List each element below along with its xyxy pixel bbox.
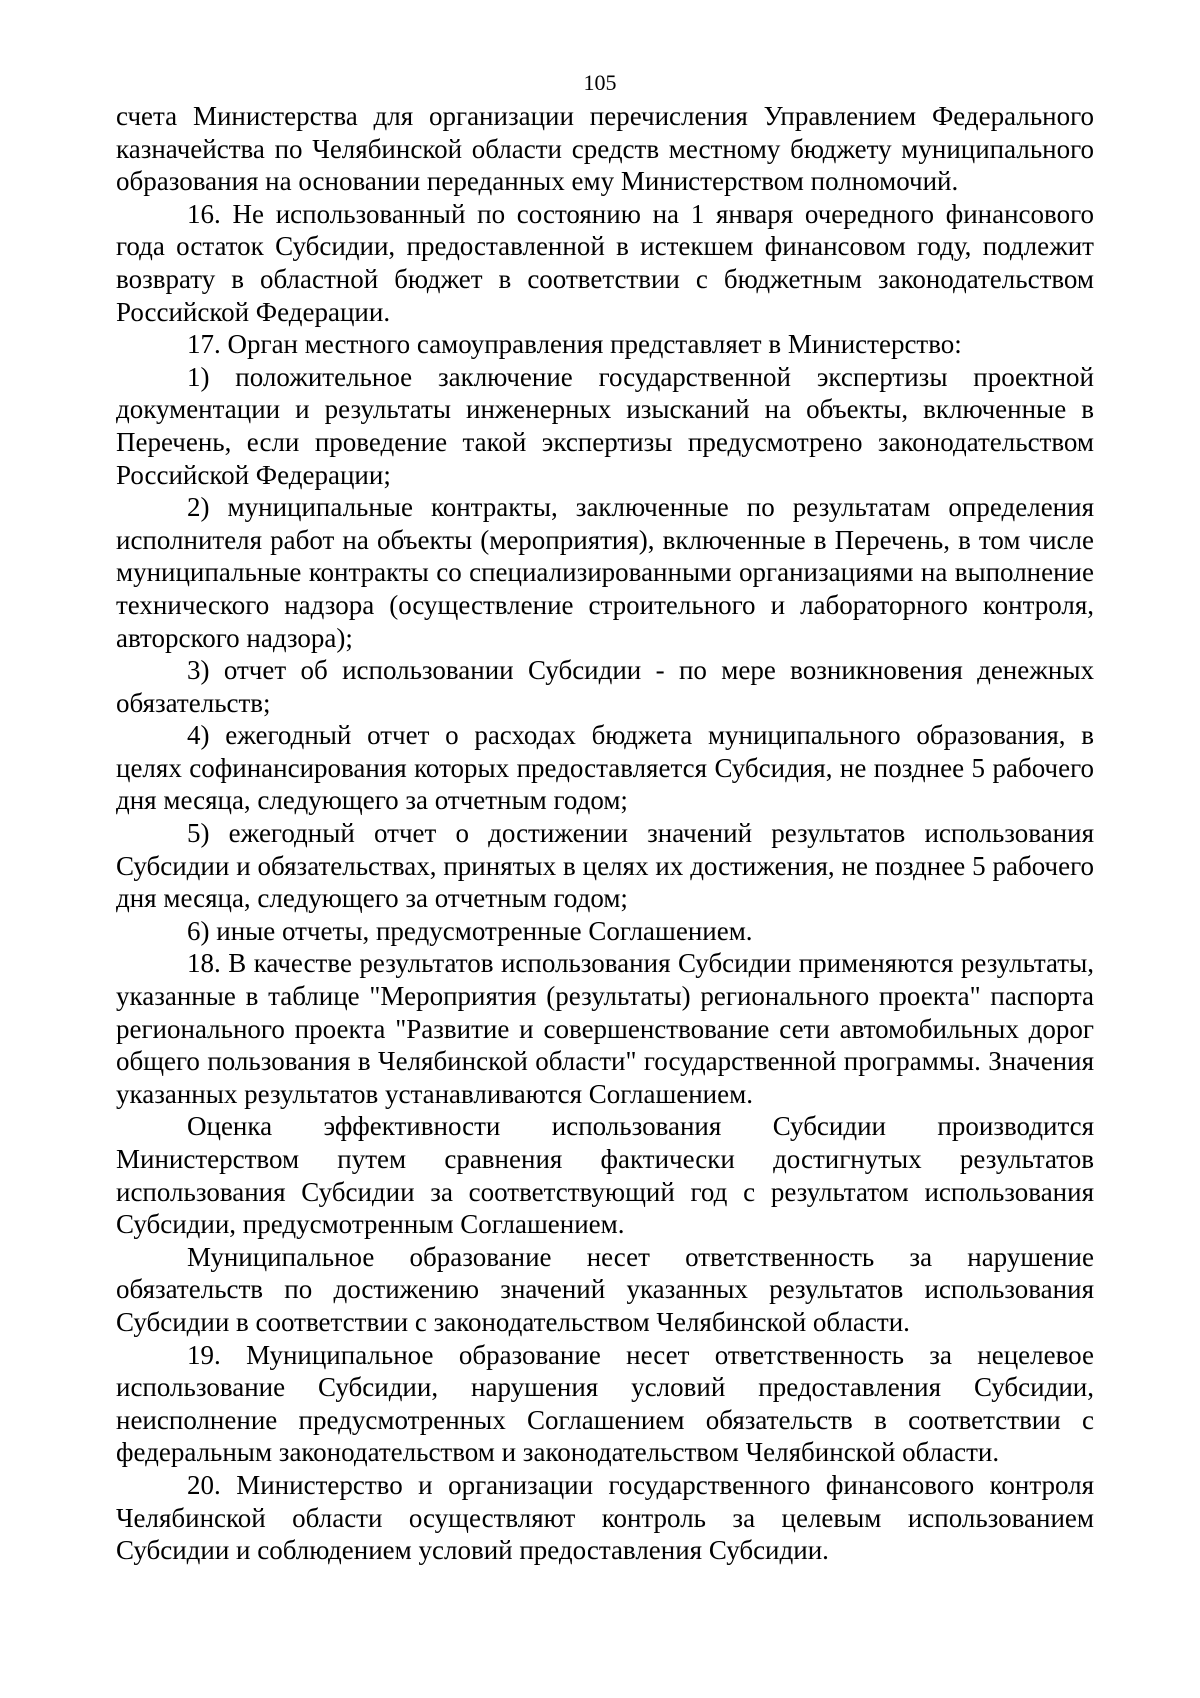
paragraph-evaluation: Оценка эффективности использования Субсидии производится Министерством путем сравнения фактически достигнутых результатов использования Субсидии за соответствующий год с результатом использования Субсидии, предусмотренным Соглашением.	[116, 1111, 1094, 1240]
paragraph-item-17: 17. Орган местного самоуправления представляет в Министерство:	[187, 329, 962, 360]
page-number: 105	[583, 70, 617, 95]
list-item-1: 1) положительное заключение государственной экспертизы проектной документации и результаты инженерных изысканий на объекты, включенные в Перечень, если проведение такой экспертизы предусмотрено законодательством Российской Федерации;	[116, 361, 1094, 490]
paragraph-item-16: 16. Не использованный по состоянию на 1 января очередного финансового года остаток Субсидии, предоставленной в истекшем финансовом году, подлежит возврату в областной бюджет в соответствии с бюджетным законодательством Российской Федерации.	[116, 198, 1094, 327]
paragraph-continuation: счета Министерства для организации перечисления Управлением Федерального казначейства по Челябинской области средств местному бюджету муниципального образования на основании переданных ему Министерством полномочий.	[116, 101, 1094, 197]
document-body	[116, 100, 1094, 1567]
paragraph-item-20: 20. Министерство и организации государственного финансового контроля Челябинской области осуществляют контроль за целевым использованием Субсидии и соблюдением условий предоставления Субсидии.	[116, 1469, 1094, 1566]
paragraph-responsibility: Муниципальное образование несет ответственность за нарушение обязательств по достижению значений указанных результатов использования Субсидии в соответствии с законодательством Челябинской области.	[116, 1241, 1094, 1337]
list-item-6: 6) иные отчеты, предусмотренные Соглашением.	[187, 915, 753, 946]
list-item-3: 3) отчет об использовании Субсидии - по мере возникновения денежных обязательств;	[116, 655, 1094, 718]
list-item-4: 4) ежегодный отчет о расходах бюджета муниципального образования, в целях софинансирования которых предоставляется Субсидия, не позднее 5 рабочего дня месяца, следующего за отчетным годом;	[116, 720, 1094, 816]
list-item-2: 2) муниципальные контракты, заключенные по результатам определения исполнителя работ на объекты (мероприятия), включенные в Перечень, в том числе муниципальные контракты со специализированными организациями на выполнение технического надзора (осуществление строительного и лабораторного контроля, авторского надзора);	[116, 492, 1094, 653]
paragraph-item-18: 18. В качестве результатов использования Субсидии применяются результаты, указанные в таблице "Мероприятия (результаты) регионального проекта" паспорта регионального проекта "Развитие и совершенствование сети автомобильных дорог общего пользования в Челябинской области" государственной программы. Значения указанных результатов устанавливаются Соглашением.	[116, 948, 1094, 1109]
list-item-5: 5) ежегодный отчет о достижении значений результатов использования Субсидии и обязательствах, принятых в целях их достижения, не позднее 5 рабочего дня месяца, следующего за отчетным годом;	[116, 818, 1094, 914]
paragraph-item-19: 19. Муниципальное образование несет ответственность за нецелевое использование Субсидии, нарушения условий предоставления Субсидии, неисполнение предусмотренных Соглашением обязательств в соответствии с федеральным законодательством и законодательством Челябинской области.	[116, 1339, 1094, 1468]
